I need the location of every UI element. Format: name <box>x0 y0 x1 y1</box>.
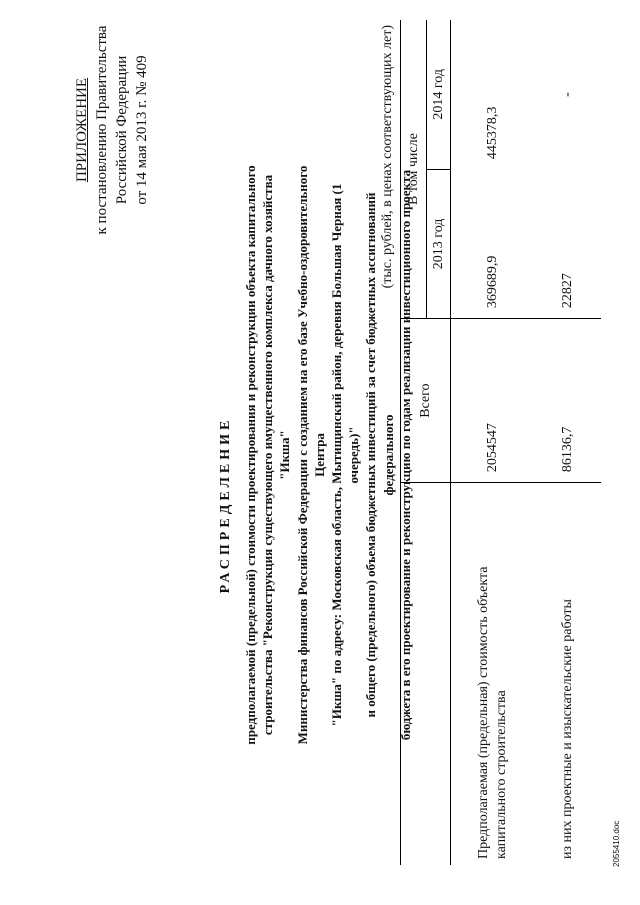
subtitle-line: предполагаемой (предельной) стоимости проектирования и реконструкции объекта капитального <box>243 165 258 745</box>
distribution-table <box>400 20 601 865</box>
appendix-title: ПРИЛОЖЕНИЕ <box>74 77 90 183</box>
table-row <box>535 20 601 865</box>
doc-filename: 2055410.doc <box>612 820 621 867</box>
subtitle-line: бюджета в его проектирование и реконструкцию по годам реализации инвестиционного проекта <box>397 169 413 741</box>
appendix-line-1: к постановлению Правительства <box>94 25 110 235</box>
row-2014: 445378,3 <box>485 106 500 160</box>
subtitle-line: Министерства финансов Российской Федерации с созданием на его базе Учебно-оздоровительного Центра <box>294 165 327 745</box>
row-label: из них проектные и изыскательские работы <box>560 599 575 859</box>
row-2013: 369689,9 <box>485 255 500 309</box>
subtitle-line: "Икша" по адресу: Московская область, Мытищинский район, деревня Большая Черная (1 очередь)" <box>329 183 362 727</box>
row-label: Предполагаемая (предельная) стоимость объекта капитального строительства <box>476 566 509 859</box>
header-total: Всего <box>401 319 451 483</box>
table-row <box>451 20 536 865</box>
row-total: 2054547 <box>451 319 536 483</box>
header-year-2014: 2014 год <box>427 20 451 169</box>
header-year-2013: 2013 год <box>427 169 451 319</box>
subtitle-line: строительства "Реконструкция существующего имущественного комплекса дачного хозяйства "Икша" <box>260 174 293 736</box>
row-2014: - <box>560 92 575 97</box>
row-total: 86136,7 <box>535 319 601 483</box>
document-heading: РАСПРЕДЕЛЕНИЕ <box>218 416 233 594</box>
units-note: (тыс. рублей, в ценах соответствующих лет) <box>380 25 395 289</box>
appendix-block <box>72 15 152 245</box>
header-including: В том числе <box>401 20 427 319</box>
table-corner-cell <box>401 483 427 865</box>
row-2013: 22827 <box>560 273 575 309</box>
appendix-line-2: Российской Федерации <box>114 55 130 205</box>
subtitle-line: и общего (предельного) объема бюджетных инвестиций за счет бюджетных ассигнований федерального <box>363 192 396 718</box>
appendix-line-3: от 14 мая 2013 г. № 409 <box>134 55 150 205</box>
